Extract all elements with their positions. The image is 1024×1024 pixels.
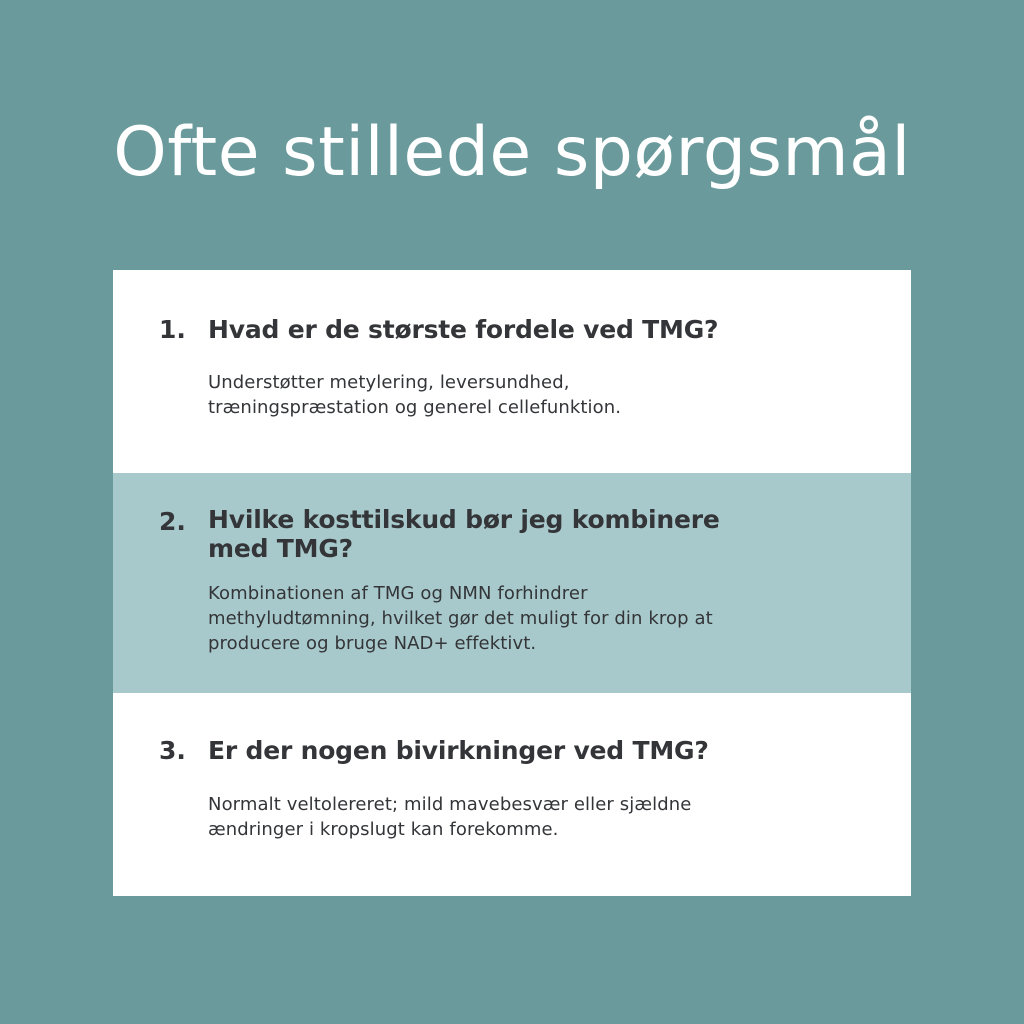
faq-answer-line: Kombinationen af TMG og NMN forhindrer [208,583,588,604]
faq-number: 2. [159,507,186,536]
faq-question [208,505,858,563]
faq-question-line: med TMG? [208,534,353,563]
faq-question-line: Er der nogen bivirkninger ved TMG? [208,736,709,765]
faq-answer-line: træningspræstation og generel cellefunktion. [208,397,622,418]
page-title: Ofte stillede spørgsmål [113,113,911,192]
faq-question-line: Hvilke kosttilskud bør jeg kombinere [208,505,720,534]
faq-item-3 [113,693,911,896]
faq-answer-line: ændringer i kropslugt kan forekomme. [208,819,559,840]
faq-answer-line: methyludtømning, hvilket gør det muligt for din krop at [208,608,713,629]
faq-card [113,270,911,896]
faq-item-1 [113,270,911,473]
faq-question [208,315,858,344]
faq-answer [208,370,848,420]
faq-question-line: Hvad er de største fordele ved TMG? [208,315,719,344]
faq-question [208,736,858,765]
faq-answer [208,581,848,656]
faq-number: 1. [159,315,186,344]
faq-answer-line: Understøtter metylering, leversundhed, [208,372,570,393]
faq-answer-line: Normalt veltolereret; mild mavebesvær eller sjældne [208,794,692,815]
faq-answer [208,792,848,842]
faq-answer-line: producere og bruge NAD+ effektivt. [208,633,537,654]
faq-item-2 [113,473,911,693]
faq-number: 3. [159,736,186,765]
